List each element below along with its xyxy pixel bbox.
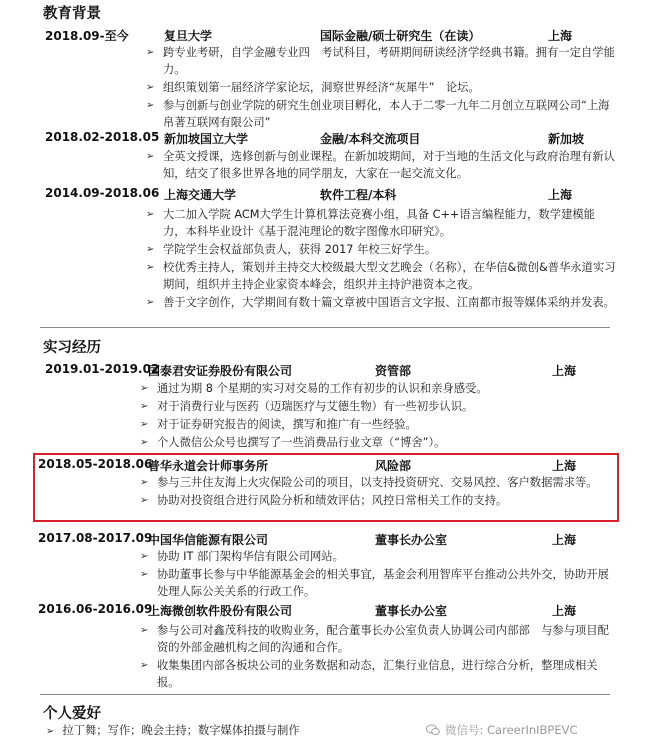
entry-city: 上海 bbox=[548, 188, 573, 202]
entry-role: 资管部 bbox=[375, 364, 412, 378]
arrow-bullet-icon: ➢ bbox=[146, 244, 155, 255]
entry-role: 软件工程/本科 bbox=[320, 188, 397, 202]
bullet-item: ➢ 参与公司对鑫茂科技的收购业务，配合董事长办公室负责人协调公司内部部 与参与项目配资的外部金融机构之间的沟通和合作。 bbox=[140, 624, 609, 654]
section-title-education: 教育背景 bbox=[43, 6, 101, 22]
bullet-item: ➢ 收集集团内部各板块公司的业务数据和动态，汇集行业信息，进行综合分析，整理成相关报。 bbox=[140, 659, 598, 689]
section-divider bbox=[40, 694, 610, 695]
entry-role: 国际金融/硕士研究生（在读） bbox=[320, 29, 481, 43]
entry-org: 国泰君安证券股份有限公司 bbox=[148, 364, 293, 378]
entry-org: 上海交通大学 bbox=[164, 188, 237, 202]
section-title-hobbies: 个人爱好 bbox=[43, 706, 101, 722]
bullet-item: ➢ 善于文字创作，大学期间有数十篇文章被中国语言文字报、江南都市报等媒体采纳并发表。 bbox=[146, 296, 615, 309]
section-title-internship: 实习经历 bbox=[43, 340, 101, 356]
entry-city: 上海 bbox=[552, 533, 577, 547]
entry-role: 风险部 bbox=[375, 459, 412, 473]
hobbies-text: 拉丁舞；写作；晚会主持；数字媒体拍摄与制作 bbox=[62, 724, 300, 737]
entry-org: 新加坡国立大学 bbox=[164, 132, 249, 146]
arrow-bullet-icon: ➢ bbox=[46, 726, 55, 737]
entry-city: 新加坡 bbox=[548, 132, 585, 146]
entry-header bbox=[0, 602, 660, 619]
entry-date: 2016.06-2016.09 bbox=[38, 602, 153, 616]
bullet-list bbox=[146, 148, 616, 183]
arrow-bullet-icon: ➢ bbox=[140, 477, 149, 488]
bullet-item: ➢ 协助对投资组合进行风险分析和绩效评估；风控日常相关工作的支持。 bbox=[140, 494, 508, 507]
bullet-item: ➢ 组织策划第一届经济学家论坛，洞察世界经济“灰犀牛” 论坛。 bbox=[146, 81, 480, 94]
entry-role: 董事长办公室 bbox=[375, 533, 448, 547]
arrow-bullet-icon: ➢ bbox=[140, 495, 149, 506]
entry-org: 普华永道会计师事务所 bbox=[148, 459, 269, 473]
bullet-item: ➢ 个人微信公众号也撰写了一些消费品行业文章（“博舍”）。 bbox=[140, 436, 446, 449]
arrow-bullet-icon: ➢ bbox=[140, 437, 149, 448]
bullet-item: ➢ 参与创新与创业学院的研究生创业项目孵化，本人于二零一九年二月创立互联网公司“上海帛著互联网有限公司” bbox=[146, 99, 610, 129]
entry-date: 2018.05-2018.06 bbox=[38, 457, 153, 471]
bullet-item: ➢ 学院学生会权益部负责人，获得 2017 年校三好学生。 bbox=[146, 243, 437, 256]
entry-header bbox=[0, 186, 660, 203]
entry-city: 上海 bbox=[552, 604, 577, 618]
bullet-list bbox=[140, 622, 610, 692]
entry-org: 中国华信能源有限公司 bbox=[148, 533, 269, 547]
arrow-bullet-icon: ➢ bbox=[146, 297, 155, 308]
bullet-item: ➢ 协助 IT 部门架构华信有限公司网站。 bbox=[140, 550, 344, 563]
entry-org: 复旦大学 bbox=[164, 29, 213, 43]
bullet-list bbox=[140, 548, 610, 601]
entry-date: 2017.08-2017.09 bbox=[38, 531, 153, 545]
bullet-item: ➢ 全英文授课，选修创新与创业课程。在新加坡期间，对于当地的生活文化与政府治理有新认知，结交了很多世界各地的同学朋友，大家在一起交流文化。 bbox=[146, 150, 615, 180]
bullet-item: ➢ 协助董事长参与中华能源基金会的相关事宜，基金会利用智库平台推动公共外交，协助开展处理人际公关关系的行政工作。 bbox=[140, 568, 609, 598]
entry-role: 金融/本科交流项目 bbox=[320, 132, 421, 146]
entry-city: 上海 bbox=[548, 29, 573, 43]
entry-org: 上海微创软件股份有限公司 bbox=[148, 604, 293, 618]
arrow-bullet-icon: ➢ bbox=[140, 660, 149, 671]
arrow-bullet-icon: ➢ bbox=[140, 383, 149, 394]
entry-date: 2019.01-2019.02 bbox=[45, 362, 160, 376]
bullet-list bbox=[146, 206, 616, 312]
bullet-item: ➢ 通过为期 8 个星期的实习对交易的工作有初步的认识和亲身感受。 bbox=[140, 382, 488, 395]
arrow-bullet-icon: ➢ bbox=[140, 569, 149, 580]
bullet-item: ➢ 对于证券研究报告的阅读，撰写和推广有一些经验。 bbox=[140, 418, 417, 431]
arrow-bullet-icon: ➢ bbox=[146, 262, 155, 273]
entry-role: 董事长办公室 bbox=[375, 604, 448, 618]
entry-header bbox=[0, 27, 660, 44]
arrow-bullet-icon: ➢ bbox=[146, 82, 155, 93]
watermark-text: 微信号: CareerInIBPEVC bbox=[445, 723, 578, 737]
bullet-item: ➢ 对于消费行业与医药（迈瑞医疗与艾德生物）有一些初步认识。 bbox=[140, 400, 474, 413]
arrow-bullet-icon: ➢ bbox=[146, 100, 155, 111]
section-divider bbox=[40, 327, 610, 328]
hobbies-line bbox=[46, 722, 376, 740]
bullet-item: ➢ 大二加入学院 ACM大学生计算机算法竞赛小组，具备 C++语言编程能力，数学建模能力，本科毕业设计《基于混沌理论的数字图像水印研究》。 bbox=[146, 208, 595, 238]
wechat-icon bbox=[426, 724, 440, 736]
entry-header bbox=[0, 531, 660, 548]
bullet-item: ➢ 校优秀主持人，策划并主持交大校级最大型文艺晚会（名称），在华信&微创&普华永道实习期间，组织并主持企业家资本峰会，组织并主持沪港资本之夜。 bbox=[146, 261, 616, 291]
entry-date: 2018.02-2018.05 bbox=[45, 130, 160, 144]
wechat-watermark bbox=[426, 722, 578, 738]
entry-city: 上海 bbox=[552, 364, 577, 378]
bullet-list bbox=[146, 44, 616, 132]
arrow-bullet-icon: ➢ bbox=[146, 209, 155, 220]
arrow-bullet-icon: ➢ bbox=[140, 551, 149, 562]
highlight-box bbox=[33, 453, 619, 522]
entry-date: 2018.09-至今 bbox=[45, 29, 129, 43]
arrow-bullet-icon: ➢ bbox=[140, 401, 149, 412]
arrow-bullet-icon: ➢ bbox=[146, 151, 155, 162]
arrow-bullet-icon: ➢ bbox=[140, 625, 149, 636]
entry-header bbox=[0, 362, 660, 379]
arrow-bullet-icon: ➢ bbox=[146, 47, 155, 58]
entry-header bbox=[0, 130, 660, 147]
arrow-bullet-icon: ➢ bbox=[140, 419, 149, 430]
bullet-item: ➢ 跨专业考研，自学金融专业四 考试科目，考研期间研读经济学经典书籍。拥有一定自学能力。 bbox=[146, 46, 615, 76]
bullet-item: ➢ 参与三井住友海上火灾保险公司的项目，以支持投资研究、交易风控、客户数据需求等。 bbox=[140, 476, 598, 489]
bullet-list bbox=[140, 380, 610, 452]
entry-city: 上海 bbox=[552, 459, 577, 473]
entry-date: 2014.09-2018.06 bbox=[45, 186, 160, 200]
